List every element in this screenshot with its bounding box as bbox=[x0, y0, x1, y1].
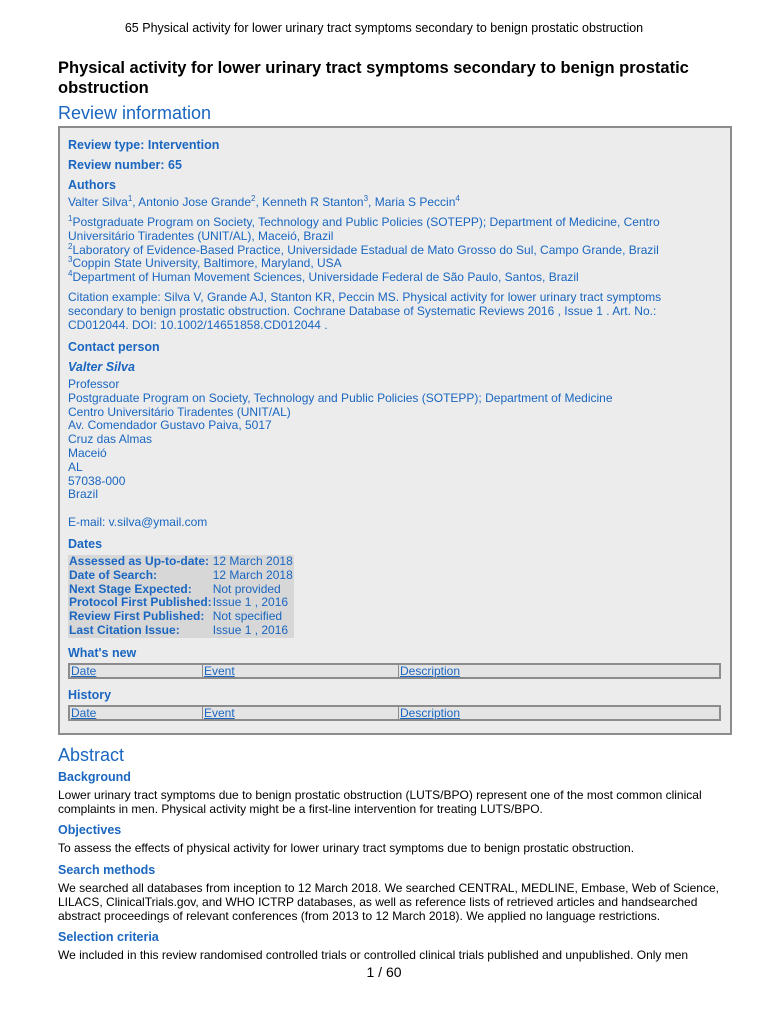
document-title: Physical activity for lower urinary tract symptoms secondary to benign prostatic obstruction bbox=[58, 59, 689, 97]
dates-row bbox=[68, 569, 294, 583]
dates-row bbox=[68, 555, 294, 569]
review-number: Review number: 65 bbox=[68, 158, 182, 172]
author-affiliation-mark: 2 bbox=[251, 194, 256, 203]
abstract-background-heading: Background bbox=[58, 770, 131, 784]
review-information-box bbox=[58, 126, 732, 735]
review-information-heading: Review information bbox=[58, 103, 212, 123]
abstract-selection-criteria-heading: Selection criteria bbox=[58, 930, 159, 944]
author-name[interactable]: Maria S Peccin bbox=[374, 195, 456, 209]
contact-line: Centro Universitário Tiradentes (UNIT/AL) bbox=[68, 404, 291, 419]
dates-label: Protocol First Published: bbox=[69, 595, 212, 610]
author-affiliation-mark: 3 bbox=[363, 194, 369, 203]
contact-line: 57038-000 bbox=[68, 473, 126, 488]
history-table bbox=[68, 705, 721, 721]
dates-label: Review First Published: bbox=[68, 610, 212, 624]
dates-value: Issue 1 , 2016 bbox=[212, 596, 294, 610]
table-header-row bbox=[69, 706, 720, 720]
abstract-objectives-heading: Objectives bbox=[58, 823, 122, 837]
affiliation-line: Universitário Tiradentes (UNIT/AL), Maceió, Brazil bbox=[68, 228, 334, 243]
affiliation-line: $^3$Coppin State University, Baltimore, Maryland, USA bbox=[68, 255, 342, 271]
authors-heading: Authors bbox=[68, 178, 116, 192]
table-header-row bbox=[69, 664, 720, 678]
abstract-search-methods-text: We searched all databases from inception to 12 March 2018. We searched CENTRAL, MEDLINE, Embase, Web of Science, LILACS, ClinicalTrials.gov, and WHO ICTRP databases, as well as reference lists of retrieved articles and handsearched abstract proceedings of relevant conferences (from 2013 to 12 March 2018). We applied no language restrictions. bbox=[58, 881, 719, 923]
affiliation-line: $^2$Laboratory of Evidence-Based Practice, Universidade Estadual de Mato Grosso do Sul, Campo Grande, Brazil bbox=[68, 241, 659, 257]
dates-row bbox=[68, 583, 294, 597]
column-header-event[interactable]: Event bbox=[203, 706, 399, 720]
citation-line: Citation example: Silva V, Grande AJ, Stanton KR, Peccin MS. Physical activity for lower urinary tract symptoms bbox=[68, 290, 662, 304]
authors-line: Valter Silva$^1$, Antonio Jose Grande$^2$, Kenneth R Stanton$^3$, Maria S Peccin$^4$ bbox=[68, 194, 460, 209]
running-head: 65 Physical activity for lower urinary tract symptoms secondary to benign prostatic obstruction bbox=[124, 21, 644, 35]
dates-row bbox=[68, 624, 294, 638]
dates-label: Last Citation Issue: bbox=[68, 624, 212, 638]
abstract-selection-criteria-text: We included in this review randomised controlled trials or controlled clinical trials published and unpublished. Only men bbox=[58, 948, 689, 962]
contact-line: Maceió bbox=[68, 445, 107, 460]
author-affiliation-mark: 4 bbox=[455, 194, 460, 203]
dates-value: Not specified bbox=[212, 610, 294, 624]
column-header-date[interactable]: Date bbox=[69, 664, 203, 678]
contact-person-heading: Contact person bbox=[68, 340, 160, 354]
dates-value: Issue 1 , 2016 bbox=[212, 624, 294, 638]
contact-name: Valter Silva bbox=[68, 360, 135, 374]
dates-value: 12 March 2018 bbox=[212, 554, 293, 568]
column-header-event[interactable]: Event bbox=[203, 664, 399, 678]
dates-table bbox=[68, 555, 294, 638]
contact-email[interactable]: E-mail: v.silva@ymail.com bbox=[68, 515, 208, 529]
dates-row bbox=[68, 596, 294, 610]
contact-line: Av. Comendador Gustavo Paiva, 5017 bbox=[68, 418, 272, 433]
affiliation-line: $^4$Department of Human Movement Sciences, Universidade Federal de São Paulo, Santos, Brazil bbox=[68, 269, 579, 285]
review-type: Review type: Intervention bbox=[68, 138, 220, 152]
dates-heading: Dates bbox=[68, 537, 103, 551]
citation-example bbox=[68, 291, 661, 332]
dates-value: 12 March 2018 bbox=[212, 567, 293, 582]
page-number: 1 / 60 bbox=[366, 964, 402, 980]
column-header-description[interactable]: Description bbox=[399, 664, 721, 678]
abstract-objectives-text: To assess the effects of physical activity for lower urinary tract symptoms due to benign prostatic obstruction. bbox=[58, 841, 635, 855]
whats-new-heading: What's new bbox=[68, 646, 137, 660]
abstract-heading: Abstract bbox=[58, 745, 125, 765]
contact-line: Postgraduate Program on Society, Technology and Public Policies (SOTEPP); Department of Medicine bbox=[68, 390, 613, 405]
dates-label: Date of Search: bbox=[68, 569, 212, 583]
affiliations bbox=[68, 216, 660, 285]
dates-row bbox=[68, 610, 294, 624]
author-affiliation-mark: 1 bbox=[127, 194, 133, 203]
author-name[interactable]: Kenneth R Stanton bbox=[262, 195, 364, 209]
contact-address bbox=[68, 378, 613, 502]
author-name[interactable]: Antonio Jose Grande bbox=[138, 195, 252, 209]
dates-label: Next Stage Expected: bbox=[68, 583, 212, 597]
dates-label: Assessed as Up-to-date: bbox=[68, 555, 212, 569]
contact-line: AL bbox=[68, 459, 83, 474]
column-header-description[interactable]: Description bbox=[399, 706, 721, 720]
history-heading: History bbox=[68, 688, 112, 702]
affiliation-line: $^1$Postgraduate Program on Society, Technology and Public Policies (SOTEPP); Department of Medicine, Centro bbox=[68, 214, 660, 229]
column-header-date[interactable]: Date bbox=[69, 706, 203, 720]
contact-line: Brazil bbox=[68, 487, 99, 502]
whats-new-table bbox=[68, 663, 721, 679]
citation-line: secondary to benign prostatic obstruction. Cochrane Database of Systematic Reviews 2016 , Issue 1 . Art. No.: bbox=[68, 303, 657, 318]
author-name[interactable]: Valter Silva bbox=[68, 195, 128, 209]
citation-line: CD012044. DOI: 10.1002/14651858.CD012044 . bbox=[68, 317, 328, 332]
contact-line: Professor bbox=[68, 377, 120, 391]
abstract-background-text: Lower urinary tract symptoms due to benign prostatic obstruction (LUTS/BPO) represent one of the most common clinical complaints in men. Physical activity might be a first-line intervention for treating LUTS/BPO. bbox=[58, 788, 702, 816]
contact-line: Cruz das Almas bbox=[68, 432, 153, 447]
dates-value: Not provided bbox=[212, 583, 294, 597]
abstract-search-methods-heading: Search methods bbox=[58, 863, 156, 877]
